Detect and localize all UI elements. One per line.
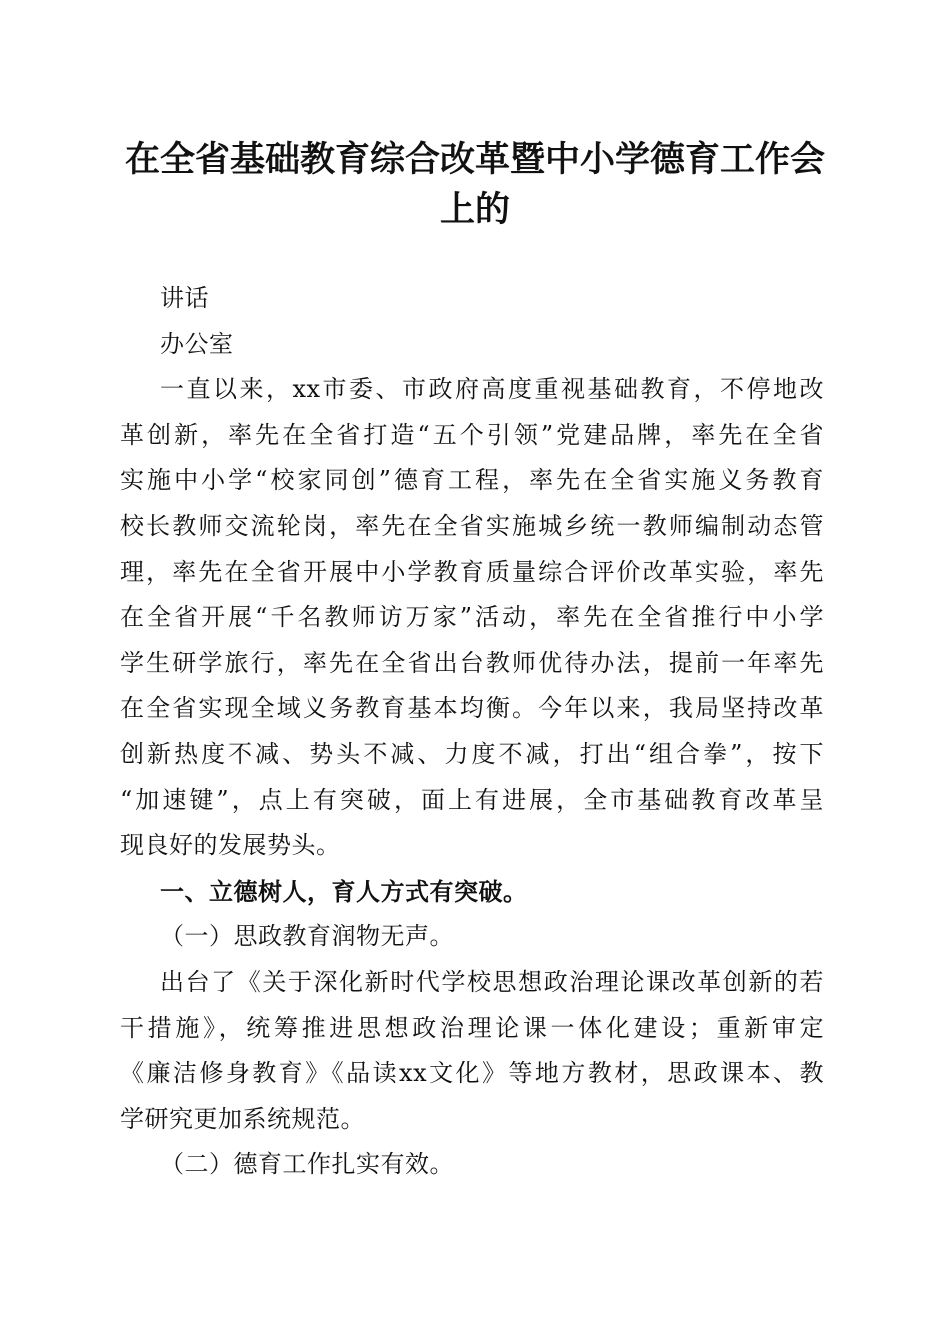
text-line: 办公室 [160,329,234,358]
page-title [100,135,850,235]
document-body [120,276,824,1188]
text-line: 校长教师交流轮岗，率先在全省实施城乡统一教师编制动态管 [120,511,824,540]
text-line: 在全省实现全域义务教育基本均衡。今年以来，我局坚持改革 [120,694,824,723]
text-line: 革创新，率先在全省打造“五个引领”党建品牌，率先在全省 [120,420,824,449]
text-line: “加速键”，点上有突破，面上有进展，全市基础教育改革呈 [120,785,824,814]
section-heading: 一、立德树人，育人方式有突破。 [160,876,528,906]
text-line: 创新热度不减、势头不减、力度不减，打出“组合拳”，按下 [120,739,824,768]
text-line: 《廉洁修身教育》《品读xx文化》等地方教材，思政课本、教 [120,1059,824,1088]
text-line: 现良好的发展势头。 [120,831,341,860]
title-line-1: 在全省基础教育综合改革暨中小学德育工作会 [124,139,825,180]
text-line: 学研究更加系统规范。 [120,1104,365,1133]
subsection-heading: （一）思政教育润物无声。 [160,922,454,951]
text-line: 实施中小学“校家同创”德育工程，率先在全省实施义务教育 [120,466,824,495]
title-line-2: 上的 [439,189,510,230]
subsection-heading: （二）德育工作扎实有效。 [160,1150,454,1179]
text-line: 一直以来，xx市委、市政府高度重视基础教育，不停地改 [160,375,824,404]
text-line: 学生研学旅行，率先在全省出台教师优待办法，提前一年率先 [120,648,824,677]
text-line: 讲话 [160,284,209,312]
text-line: 在全省开展“千名教师访万家”活动，率先在全省推行中小学 [120,603,824,632]
text-line: 出台了《关于深化新时代学校思想政治理论课改革创新的若 [160,967,824,996]
text-line: 理，率先在全省开展中小学教育质量综合评价改革实验，率先 [120,557,824,586]
text-line: 干措施》，统筹推进思想政治理论课一体化建设；重新审定 [120,1013,824,1042]
